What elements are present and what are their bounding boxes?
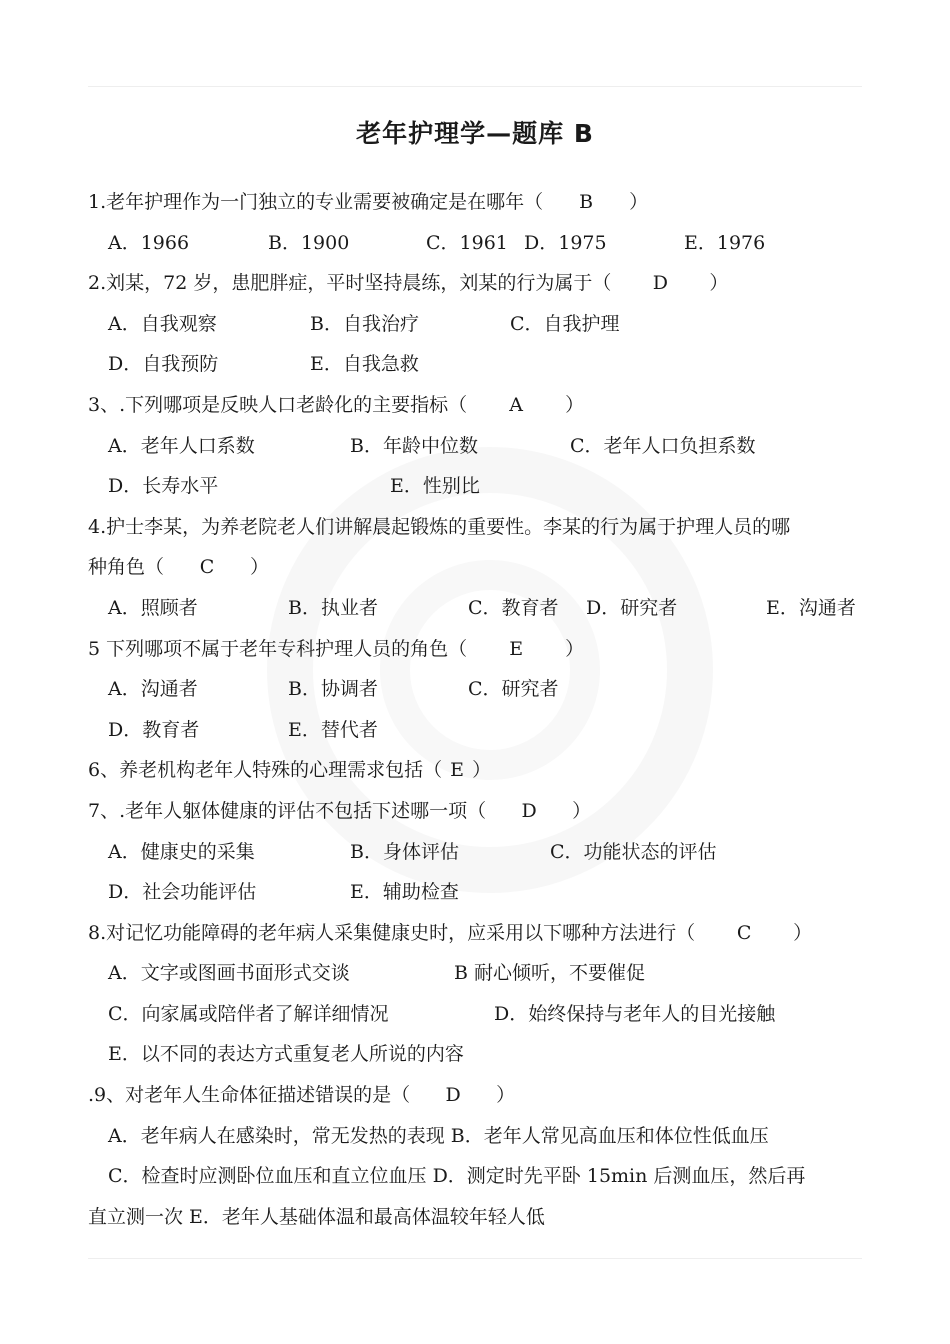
option-c: C．向家属或陪伴者了解详细情况 <box>108 1002 389 1025</box>
question-stem-text: 3、.下列哪项是反映人口老龄化的主要指标（ <box>88 393 468 416</box>
top-rule <box>88 86 862 87</box>
option-b: B．身体评估 <box>350 840 459 863</box>
option-a: A．沟通者 <box>108 678 198 701</box>
question-6-stem <box>88 750 868 791</box>
question-8-options-row1 <box>88 953 868 994</box>
bracket-close: ） <box>565 637 585 660</box>
option-d: D．社会功能评估 <box>108 881 257 904</box>
options-text: A．老年病人在感染时，常无发热的表现 B．老年人常见高血压和体位性低血压 <box>108 1124 769 1147</box>
option-e: E．沟通者 <box>766 596 856 619</box>
question-1-options <box>88 223 868 264</box>
question-4-stem-line1 <box>88 507 868 548</box>
question-8-stem <box>88 913 868 954</box>
options-text: C．检查时应测卧位血压和直立位血压 D．测定时先平卧 15min 后测血压，然后再 <box>108 1165 806 1188</box>
question-9-options-line1 <box>88 1116 868 1157</box>
question-7-options-row1 <box>88 832 868 873</box>
question-5-options-row1 <box>88 669 868 710</box>
question-1-stem <box>88 182 868 223</box>
question-2-stem <box>88 263 868 304</box>
answer-letter: E <box>450 759 465 782</box>
bracket-close: ） <box>250 556 270 579</box>
option-a: A．老年人口系数 <box>108 434 255 457</box>
question-stem-text: 种角色（ <box>88 556 165 579</box>
answer-letter: C <box>736 921 752 944</box>
option-e: E．以不同的表达方式重复老人所说的内容 <box>108 1043 464 1066</box>
bottom-rule <box>88 1258 862 1259</box>
question-2-options-row2 <box>88 344 868 385</box>
answer-letter: D <box>652 272 668 295</box>
bracket-close: ） <box>629 191 649 213</box>
option-a: A．健康史的采集 <box>108 840 255 863</box>
question-9-stem <box>88 1075 868 1116</box>
option-c: C．教育者 <box>468 596 559 619</box>
option-e: E．替代者 <box>288 718 378 741</box>
question-7-options-row2 <box>88 872 868 913</box>
option-d: D．1975 <box>524 231 607 254</box>
option-b: B．协调者 <box>288 678 378 701</box>
bracket-close: ） <box>793 921 813 944</box>
question-2-options-row1 <box>88 304 868 345</box>
question-list <box>88 182 868 1237</box>
bracket-close: ） <box>572 799 592 822</box>
question-8-options-row3 <box>88 1034 868 1075</box>
question-4-options <box>88 588 868 629</box>
question-3-stem <box>88 385 868 426</box>
answer-letter: C <box>199 556 215 579</box>
question-stem-text: .9、对老年人生命体征描述错误的是（ <box>88 1084 411 1107</box>
option-d: D．长寿水平 <box>108 475 219 498</box>
question-3-options-row2 <box>88 466 868 507</box>
question-7-stem <box>88 791 868 832</box>
option-c: C．1961 <box>426 231 508 254</box>
bracket-close: ） <box>496 1084 516 1107</box>
option-b: B．年龄中位数 <box>350 434 478 457</box>
question-8-options-row2 <box>88 994 868 1035</box>
option-a: A．自我观察 <box>108 312 217 335</box>
option-c: C．研究者 <box>468 678 559 701</box>
option-d: D．自我预防 <box>108 353 219 376</box>
option-b: B 耐心倾听，不要催促 <box>454 962 646 985</box>
question-stem-text: 2.刘某，72 岁，患肥胖症，平时坚持晨练，刘某的行为属于（ <box>88 272 612 295</box>
question-stem-text: 1.老年护理作为一门独立的专业需要被确定是在哪年（ <box>88 191 544 213</box>
bracket-close: ） <box>565 393 585 416</box>
answer-letter: E <box>509 637 524 660</box>
question-stem-text: 6、养老机构老年人特殊的心理需求包括（ <box>88 759 443 782</box>
question-9-options-line3 <box>88 1197 868 1238</box>
question-stem-text: 8.对记忆功能障碍的老年病人采集健康史时，应采用以下哪种方法进行（ <box>88 921 696 944</box>
answer-letter: D <box>445 1084 461 1107</box>
answer-letter: D <box>521 799 537 822</box>
question-9-options-line2 <box>88 1156 868 1197</box>
option-d: D．始终保持与老年人的目光接触 <box>494 1002 776 1025</box>
option-b: B．执业者 <box>288 596 378 619</box>
bracket-close: ） <box>472 759 492 782</box>
option-a: A．文字或图画书面形式交谈 <box>108 962 350 985</box>
question-5-stem <box>88 629 868 670</box>
option-e: E．辅助检查 <box>350 881 459 904</box>
option-b: B．自我治疗 <box>310 312 419 335</box>
option-b: B．1900 <box>268 231 350 254</box>
question-4-stem-line2 <box>88 547 868 588</box>
question-stem-text: 7、.老年人躯体健康的评估不包括下述哪一项（ <box>88 799 487 822</box>
option-e: E．自我急救 <box>310 353 419 376</box>
document-title: 老年护理学—题库 B <box>356 119 594 148</box>
option-c: C．功能状态的评估 <box>550 840 717 863</box>
option-a: A．照顾者 <box>108 596 198 619</box>
question-stem-text: 5 下列哪项不属于老年专科护理人员的角色（ <box>88 637 468 660</box>
option-d: D．教育者 <box>108 718 200 741</box>
option-a: A．1966 <box>108 231 190 254</box>
options-text: 直立测一次 E．老年人基础体温和最高体温较年轻人低 <box>88 1205 545 1228</box>
answer-letter: B <box>579 191 594 213</box>
option-d: D．研究者 <box>586 596 678 619</box>
option-c: C．自我护理 <box>510 312 620 335</box>
bracket-close: ） <box>709 272 729 295</box>
question-stem-text: 4.护士李某，为养老院老人们讲解晨起锻炼的重要性。李某的行为属于护理人员的哪 <box>88 515 791 538</box>
question-5-options-row2 <box>88 710 868 751</box>
option-e: E．1976 <box>684 231 766 254</box>
option-c: C．老年人口负担系数 <box>570 434 756 457</box>
question-3-options-row1 <box>88 426 868 467</box>
option-e: E．性别比 <box>390 475 480 498</box>
answer-letter: A <box>509 393 523 416</box>
